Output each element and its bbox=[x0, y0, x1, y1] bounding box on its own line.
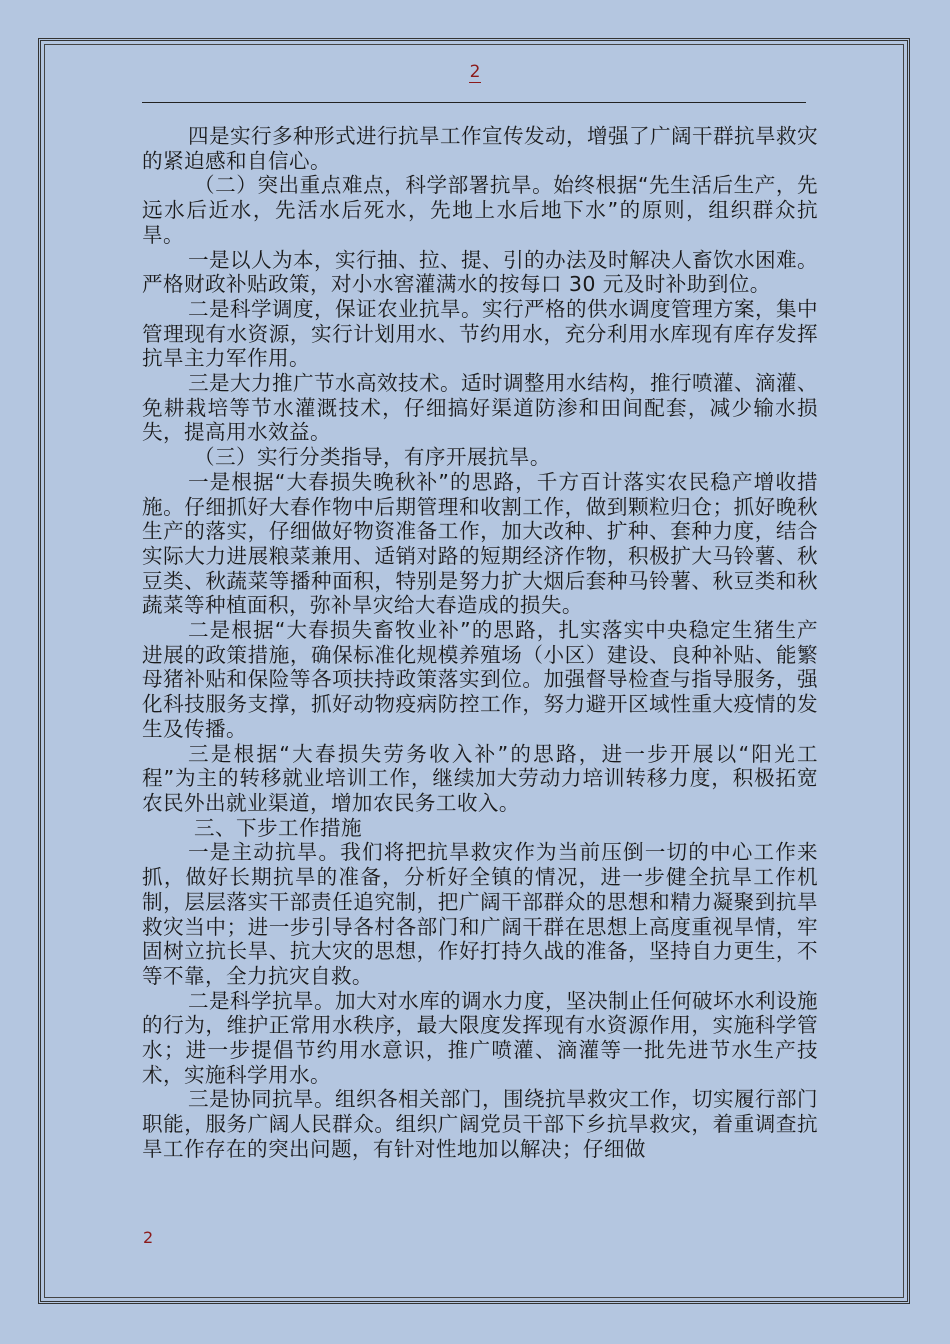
document-body bbox=[142, 124, 818, 1162]
footer-page-number: 2 bbox=[143, 1228, 154, 1247]
paragraph: 四是实行多种形式进行抗旱工作宣传发动，增强了广阔干群抗旱救灾的紧迫感和自信心。 bbox=[142, 124, 818, 173]
section-heading: （二）突出重点难点，科学部署抗旱。始终根据“先生活后生产，先远水后近水，先活水后死水，先地上水后地下水”的原则，组织群众抗旱。 bbox=[142, 173, 818, 247]
paragraph: 三是根据“大春损失劳务收入补”的思路，进一步开展以“阳光工程”为主的转移就业培训工作，继续加大劳动力培训转移力度，积极拓宽农民外出就业渠道，增加农民务工收入。 bbox=[142, 741, 818, 815]
header-page-number bbox=[0, 62, 950, 82]
header-page-number-text: 2 bbox=[469, 62, 481, 82]
paragraph: 一是主动抗旱。我们将把抗旱救灾作为当前压倒一切的中心工作来抓，做好长期抗旱的准备，分析好全镇的情况，进一步健全抗旱工作机制，层层落实干部责任追究制，把广阔干部群众的思想和精力凝聚到抗旱救灾当中；进一步引导各村各部门和广阔干群在思想上高度重视旱情，牢固树立抗长旱、抗大灾的思想，作好打持久战的准备，坚持自力更生，不等不靠，全力抗灾自救。 bbox=[142, 840, 818, 988]
paragraph: 三是协同抗旱。组织各相关部门，围绕抗旱救灾工作，切实履行部门职能，服务广阔人民群众。组织广阔党员干部下乡抗旱救灾，着重调查抗旱工作存在的突出问题，有针对性地加以解决；仔细做 bbox=[142, 1087, 818, 1161]
section-heading: （三）实行分类指导，有序开展抗旱。 bbox=[194, 445, 551, 470]
paragraph: 二是科学调度，保证农业抗旱。实行严格的供水调度管理方案，集中管理现有水资源，实行计划用水、节约用水，充分利用水库现有库存发挥抗旱主力军作用。 bbox=[142, 296, 818, 371]
header-rule bbox=[142, 102, 806, 103]
paragraph: 三是大力推广节水高效技术。适时调整用水结构，推行喷灌、滴灌、免耕栽培等节水灌溉技术，仔细搞好渠道防渗和田间配套，减少输水损失，提高用水效益。 bbox=[142, 371, 818, 445]
paragraph: 二是根据“大春损失畜牧业补”的思路，扎实落实中央稳定生猪生产进展的政策措施，确保标准化规模养殖场（小区）建设、良种补贴、能繁母猪补贴和保险等各项扶持政策落实到位。加强督导检查与指导服务，强化科技服务支撑，抓好动物疫病防控工作，努力避开区域性重大疫情的发生及传播。 bbox=[142, 618, 818, 741]
section-heading: 三、下步工作措施 bbox=[194, 815, 362, 840]
paragraph: 一是以人为本，实行抽、拉、提、引的办法及时解决人畜饮水困难。严格财政补贴政策，对小水窖灌满水的按每口 30 元及时补助到位。 bbox=[142, 247, 818, 297]
paragraph: 二是科学抗旱。加大对水库的调水力度，坚决制止任何破坏水利设施的行为，维护正常用水秩序，最大限度发挥现有水资源作用，实施科学管水；进一步提倡节约用水意识，推广喷灌、滴灌等一批先进节水生产技术，实施科学用水。 bbox=[142, 988, 818, 1087]
paragraph: 一是根据“大春损失晚秋补”的思路，千方百计落实农民稳产增收措施。仔细抓好大春作物中后期管理和收割工作，做到颗粒归仓；抓好晚秋生产的落实，仔细做好物资准备工作，加大改种、扩种、套种力度，结合实际大力进展粮菜兼用、适销对路的短期经济作物，积极扩大马铃薯、秋豆类、秋蔬菜等播种面积，特别是努力扩大烟后套种马铃薯、秋豆类和秋蔬菜等种植面积，弥补旱灾给大春造成的损失。 bbox=[142, 469, 818, 618]
